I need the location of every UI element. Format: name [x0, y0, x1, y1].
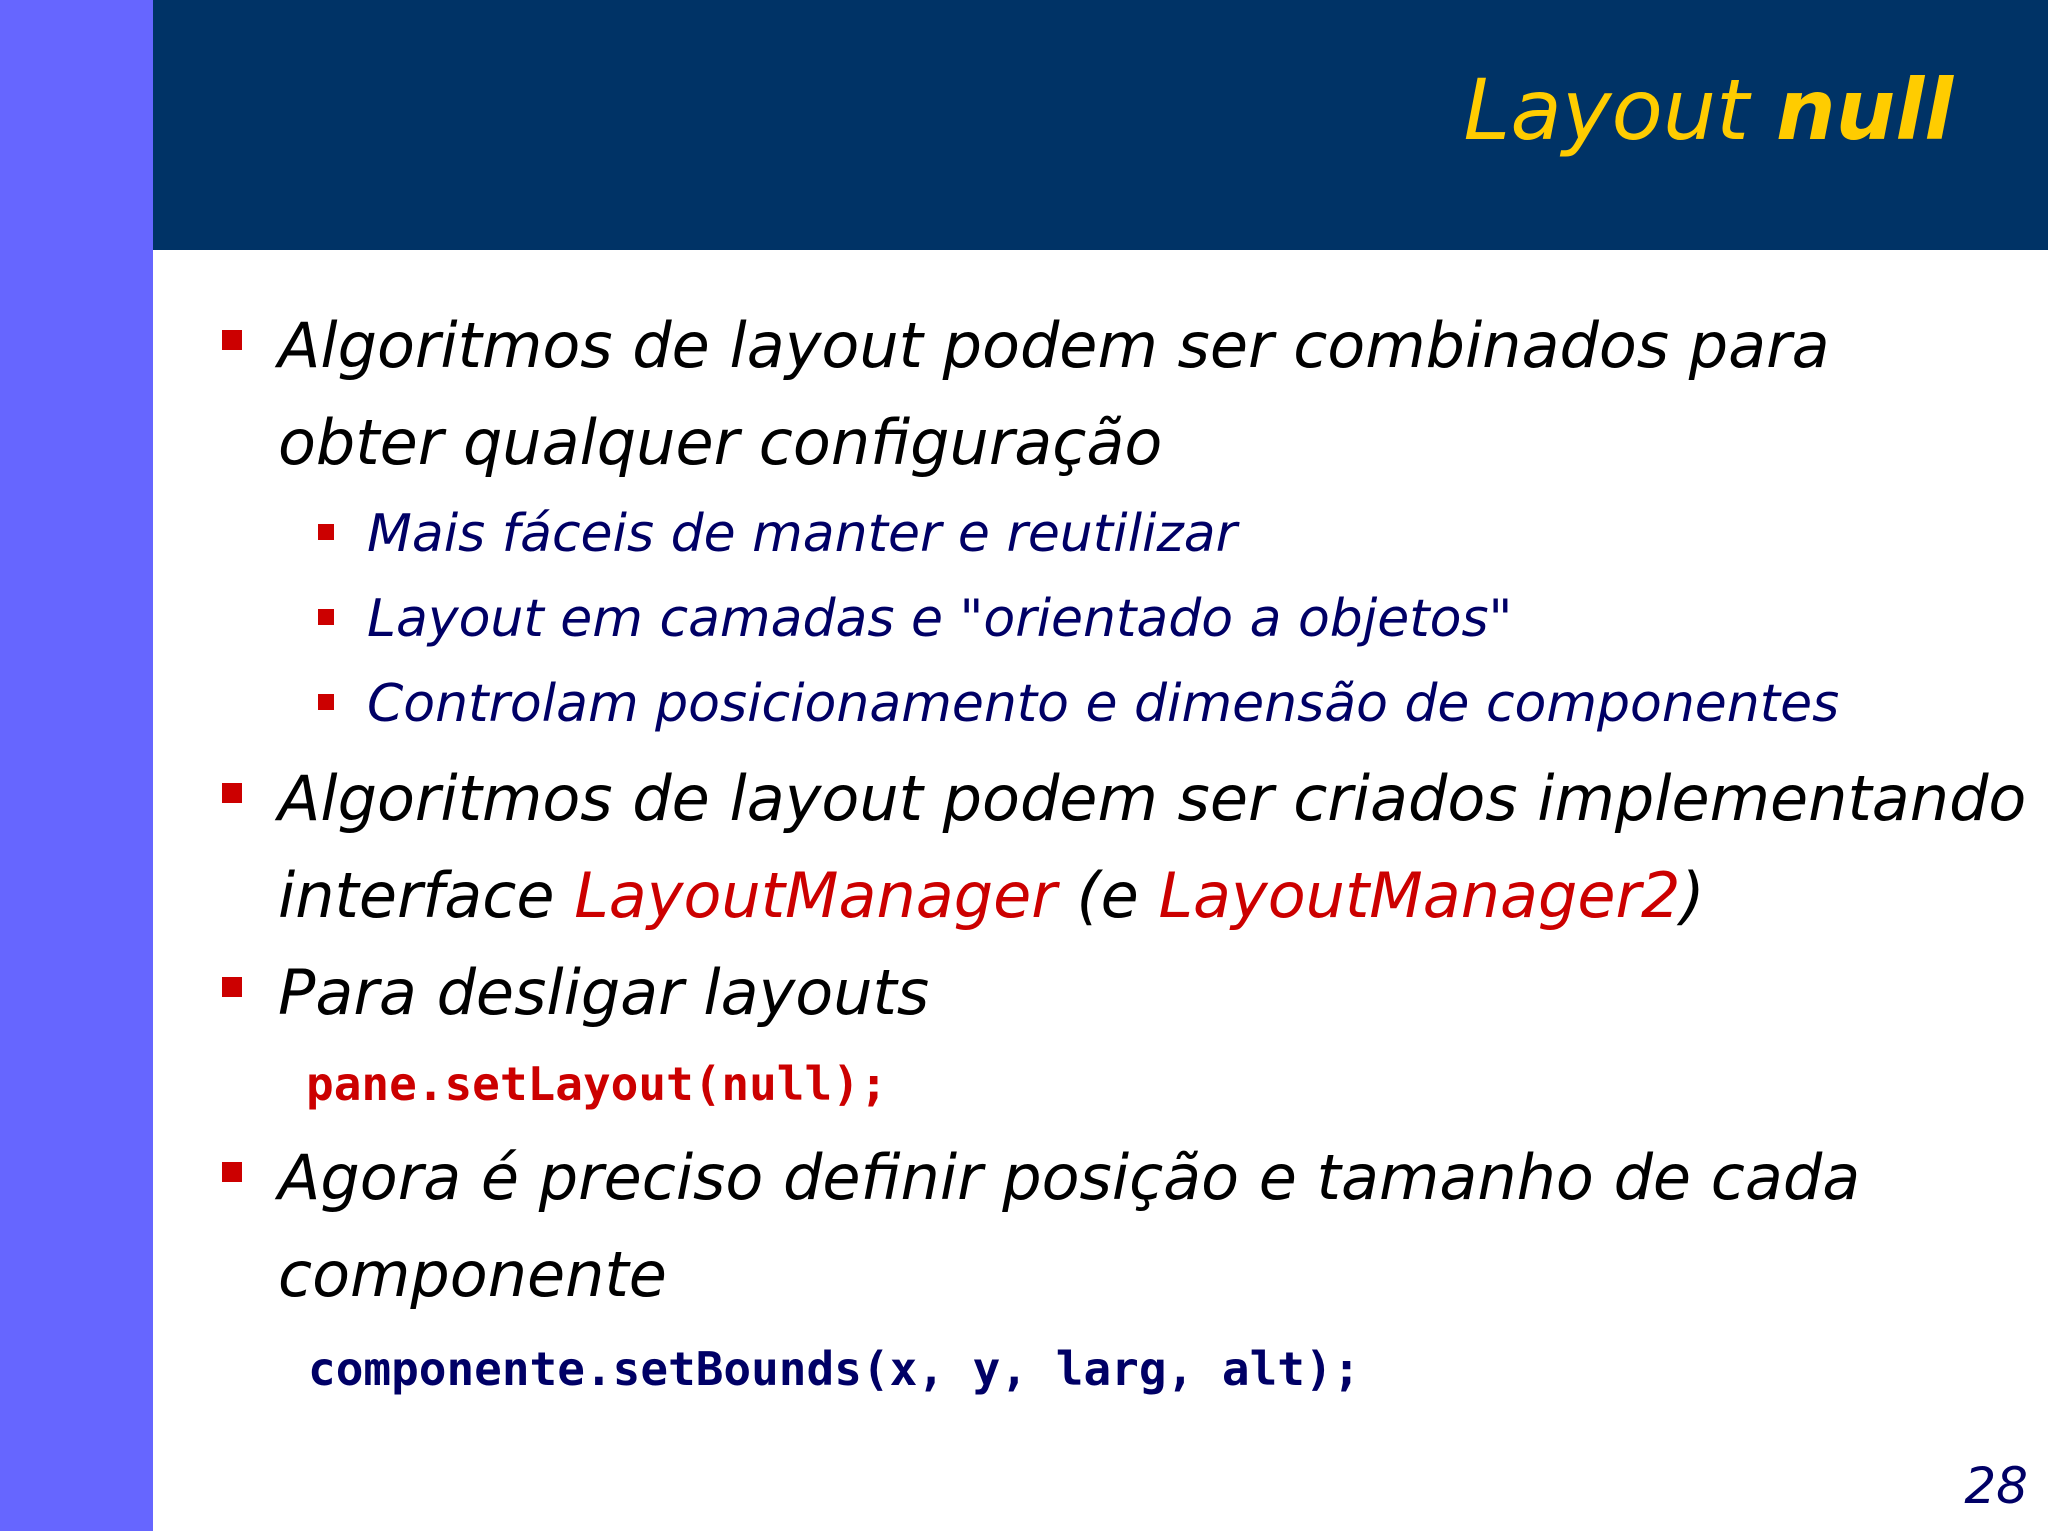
title-regular: Layout	[1463, 61, 1776, 159]
page-number: 28	[1964, 1457, 2028, 1515]
bullet-marker	[222, 1162, 242, 1182]
sub-bullet-1: Mais fáceis de manter e reutilizar	[367, 504, 1238, 564]
sub-bullet-marker	[318, 524, 334, 540]
sub-bullet-3: Controlam posicionamento e dimensão de componentes	[367, 674, 1840, 734]
bullet-1-line-2: obter qualquer configuração	[278, 406, 1163, 479]
bullet-marker	[222, 783, 242, 803]
bullet-2-text-pre: interface	[278, 859, 575, 932]
bullet-marker	[222, 330, 242, 350]
bullet-2-text-post: )	[1680, 859, 1705, 932]
sub-bullet-marker	[318, 694, 334, 710]
bullet-2-line-2	[278, 847, 1705, 944]
bullet-3: Para desligar layouts	[278, 956, 930, 1029]
layoutmanager2-term: LayoutManager2	[1158, 859, 1681, 932]
layoutmanager-term: LayoutManager	[574, 859, 1057, 932]
code-set-bounds: componente.setBounds(x, y, larg, alt);	[308, 1342, 1361, 1396]
bullet-1-line-1: Algoritmos de layout podem ser combinados para	[278, 309, 1830, 382]
bullet-2-text-mid: (e	[1056, 859, 1159, 932]
title-bold: null	[1775, 61, 1953, 159]
bullet-4-line-1: Agora é preciso definir posição e tamanho de cada	[278, 1141, 1861, 1214]
bullet-4-line-2: componente	[278, 1238, 667, 1311]
bullet-marker	[222, 977, 242, 997]
sub-bullet-2: Layout em camadas e "orientado a objetos"	[367, 589, 1513, 649]
code-set-layout: pane.setLayout(null);	[306, 1057, 888, 1111]
sub-bullet-marker	[318, 609, 334, 625]
bullet-2-line-1: Algoritmos de layout podem ser criados implementando	[278, 762, 2027, 835]
